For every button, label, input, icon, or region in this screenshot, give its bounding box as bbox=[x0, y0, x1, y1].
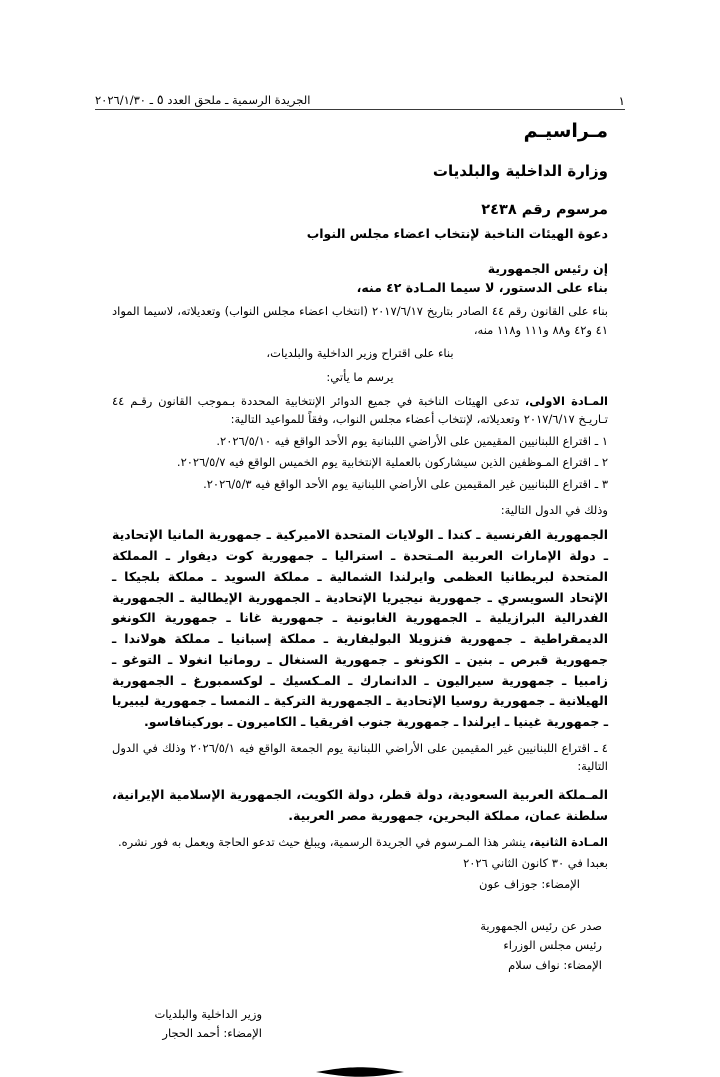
article-one-item-2: ٢ ـ اقتراع المـوظفين الذين سيشاركون بالعملية الإنتخابية يوم الخميس الواقع فيه ٢٠٢٦/٥/٧. bbox=[176, 455, 608, 470]
preamble-constitution-line: بناء على الدستور، لا سيما المـادة ٤٢ منه، bbox=[356, 280, 608, 295]
countries-intro-label: وذلك في الدول التالية: bbox=[500, 502, 608, 517]
minister-signature-block bbox=[112, 1005, 608, 1044]
article-one bbox=[112, 392, 608, 429]
gazette-date: ٢٠٢٦/١/٣٠ bbox=[95, 92, 146, 107]
gazette-separator: ـ bbox=[149, 92, 154, 107]
diamond-ornament-icon bbox=[316, 1067, 404, 1077]
document-body bbox=[112, 120, 608, 1077]
ministry-heading: وزارة الداخلية والبلديات bbox=[432, 162, 608, 180]
page-number: ١ bbox=[618, 93, 625, 108]
article-one-label: المـادة الاولى، bbox=[524, 393, 608, 408]
countries-list-arab: المـملكة العربية السعودية، دولة قطر، دولة الكويت، الجمهورية الإسلامية الإيرانية، سلطنة عمان، مملكة البحرين، جمهورية مصر العربية. bbox=[112, 787, 608, 823]
header-divider bbox=[95, 109, 625, 110]
article-one-item-1: ١ ـ اقتراع اللبنانيين المقيمين على الأراضي اللبنانية يوم الأحد الواقع فيه ٢٠٢٦/٥/١٠. bbox=[216, 433, 608, 448]
minister-signature-line: الإمضاء: أحمد الحجار bbox=[162, 1026, 262, 1041]
decree-subject-heading: دعوة الهيئات الناخبة لإنتخاب اعضاء مجلس النواب bbox=[306, 226, 608, 241]
signing-place-date: بعبدا في ٣٠ كانون الثاني ٢٠٢٦ bbox=[463, 856, 608, 871]
preamble-enacts-line: يرسم ما يأتي: bbox=[326, 369, 394, 384]
article-one-item-4: ٤ ـ اقتراع اللبنانيين غير المقيمين على الأراضي اللبنانية يوم الجمعة الواقع فيه ٢٠٢٦/٥/١ وذلك في الدول التالية: bbox=[112, 740, 608, 774]
gazette-title: الجريدة الرسمية ـ ملحق العدد bbox=[167, 92, 311, 107]
article-two-text: ينشر هذا المـرسوم في الجريدة الرسمية، ويبلغ حيث تدعو الحاجة ويعمل به فور نشره. bbox=[117, 834, 530, 849]
gazette-header-text bbox=[95, 94, 310, 108]
countries-list-diaspora: الجمهورية الفرنسية ـ كندا ـ الولايات المتحدة الاميركية ـ جمهورية المانيا الإتحادية ـ دولة الإمارات العربية المـتحدة ـ استراليا ـ جمهورية كوت ديفوار ـ المملكة المتحدة لبريطانيا العظمى وايرلندا الشمالية ـ مملكة السويد ـ مملكة بلجيكا ـ الإتحاد السويسري ـ جمهورية نيجيريا الإتحادية ـ الجمهورية الإيطالية ـ الجمهورية الفدرالية البرازيلية ـ الجمهورية الغابونية ـ جمهورية غانا ـ جمهورية الكونغو الديمقراطية ـ جمهورية فنزويلا البوليفارية ـ مملكة إسبانيا ـ مملكة هولاندا ـ جمهورية قبرص ـ بنين ـ الكونغو ـ جمهورية السنغال ـ رومانيا انغولا ـ التوغو ـ زامبيا ـ جمهورية سيراليون ـ الدانمارك ـ المـكسيك ـ لوكسمبورغ ـ الجمهورية الهيلانية ـ جمهورية روسيا الإتحادية ـ الجمهورية التركية ـ النمسا ـ جمهورية ليبيريا ـ جمهورية غينيا ـ ايرلندا ـ جمهورية جنوب افريقيا ـ الكاميرون ـ بوركينافاسو. bbox=[112, 527, 608, 729]
president-signature: الإمضاء: جوزاف عون bbox=[479, 876, 580, 891]
issued-by-line: صدر عن رئيس الجمهورية bbox=[480, 918, 602, 933]
page-title: مـراسيـم bbox=[523, 120, 608, 142]
article-one-text: تدعى الهيئات الناخبة في جميع الدوائر الإنتخابية المحددة بـموجب القانون رقـم ٤٤ تـاريـخ ٢٠١٧/٦/١٧ وتعديلاته، لإنتخاب أعضاء مجلس النواب، وفقاً للمواعيد التالية: bbox=[112, 393, 608, 427]
preamble-proposal-line: بناء على اقتراح وزير الداخلية والبلديات، bbox=[266, 346, 454, 361]
article-two-label: المـادة الثانية، bbox=[529, 834, 608, 849]
article-one-item-3: ٣ ـ اقتراع اللبنانيين غير المقيمين على الأراضي اللبنانية يوم الأحد الواقع فيه ٢٠٢٦/٥/٣. bbox=[203, 477, 608, 491]
minister-title-line: وزير الداخلية والبلديات bbox=[154, 1006, 262, 1021]
preamble-president-line: إن رئيس الجمهورية bbox=[487, 261, 608, 276]
preamble-law-line: بناء على القانون رقم ٤٤ الصادر بتاريخ ٢٠١٧/٦/١٧ (انتخاب اعضاء مجلس النواب) وتعديلاته، لاسيما المواد ٤١ و٤٢ و٨٨ و١١١ و١١٨ منه، bbox=[112, 304, 608, 337]
pm-signature-line: الإمضاء: نواف سلام bbox=[508, 957, 602, 972]
page-header bbox=[95, 88, 625, 114]
president-signature-block bbox=[112, 917, 608, 975]
article-two bbox=[112, 833, 608, 852]
gazette-issue-number: ٥ bbox=[156, 92, 164, 108]
decree-number-heading: مرسوم رقم ٢٤٣٨ bbox=[481, 202, 608, 218]
pm-title-line: رئيس مجلس الوزراء bbox=[503, 938, 602, 953]
